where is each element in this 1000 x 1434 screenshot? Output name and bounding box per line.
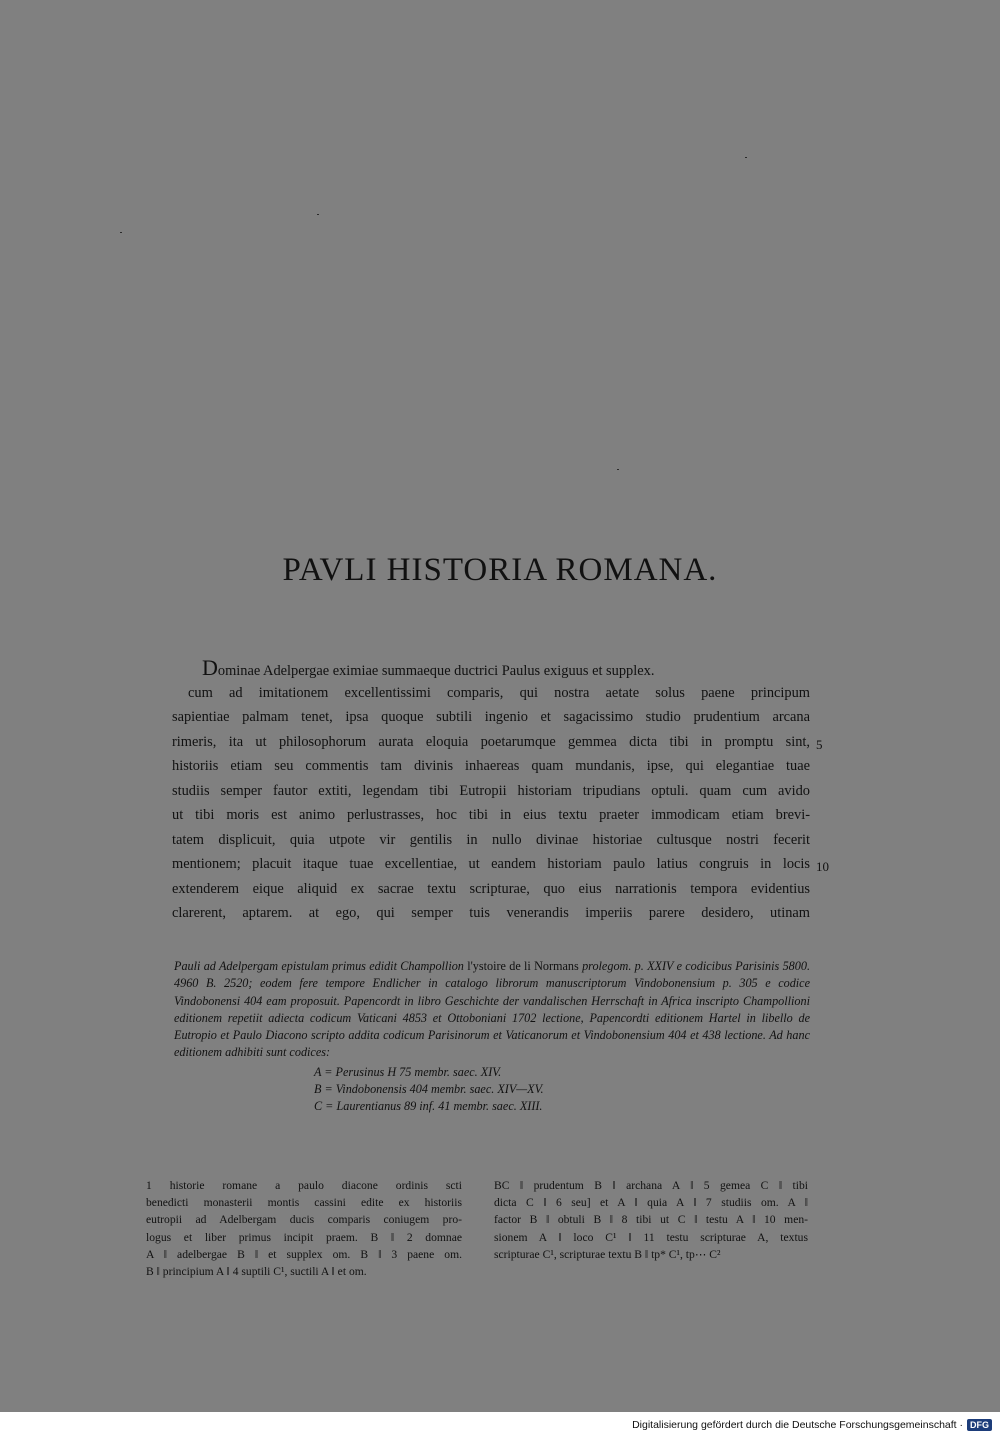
text-line: tatem displicuit, quia utpote vir gentilis in nullo divinae historiae cultusque nostri fecerit	[172, 831, 810, 848]
apparatus-line: benedicti monasterii montis cassini edite ex historiis	[146, 1196, 462, 1210]
initial-letter: D	[202, 655, 218, 680]
line-text: ominae Adelpergae eximiae summaeque ductrici Paulus exiguus et supplex.	[217, 663, 655, 679]
siglum: C = Laurentianus 89 inf. 41 membr. saec. XIII.	[314, 1099, 543, 1114]
text-line: extenderem eique aliquid ex sacrae textu scripturae, quo eius narrationis tempora evidentius	[172, 880, 810, 897]
dfg-logo[interactable]: DFG	[967, 1419, 992, 1431]
funding-footer	[632, 1418, 992, 1432]
funding-text: Digitalisierung gefördert durch die Deutsche Forschungsgemeinschaft ·	[632, 1419, 963, 1431]
siglum: A = Perusinus H 75 membr. saec. XIV.	[314, 1064, 502, 1079]
apparatus-right-column	[494, 1177, 808, 1263]
line-number-10: 10	[816, 859, 829, 874]
apparatus-line: 1 historie romane a paulo diacone ordinis scti	[146, 1179, 462, 1192]
note-paragraph	[174, 958, 810, 1062]
siglum: B = Vindobonensis 404 membr. saec. XIV—XV.	[314, 1082, 544, 1097]
text-line: studiis semper fautor extiti, legendam tibi Eutropii historiam tripudians optuli. quam cum avido	[172, 782, 810, 799]
apparatus-line: eutropii ad Adelbergam ducis comparis coniugem pro-	[146, 1213, 462, 1227]
apparatus-line: sionem A ‖ loco C¹ ‖ 11 testu scripturae A, textus	[494, 1230, 808, 1244]
text-line: sapientiae palmam tenet, ipsa quoque subtili ingenio et sagacissimo studio prudentium arcana	[172, 709, 810, 725]
page-title: PAVLI HISTORIA ROMANA.	[282, 552, 718, 588]
apparatus-line: scripturae C¹, scripturae textu B ‖ tp* C¹, tp⋯ C²	[494, 1247, 721, 1261]
scan-speck	[745, 157, 747, 158]
editorial-note	[174, 958, 810, 1116]
text-line: rimeris, ita ut philosophorum aurata eloquia poetarumque gemmea dicta tibi in promptu sint,	[172, 733, 810, 750]
apparatus-line: A ‖ adelbergae B ‖ et supplex om. B ‖ 3 paene om.	[146, 1247, 462, 1261]
text-line: cum ad imitationem excellentissimi comparis, qui nostra aetate solus paene principum	[188, 684, 810, 701]
note-part: Pauli ad Adelpergam epistulam primus edidit Champollion	[174, 959, 468, 973]
apparatus-line: B ‖ principium A ‖ 4 suptili C¹, suctili A ‖ et om.	[146, 1265, 367, 1279]
scan-speck	[317, 214, 319, 215]
note-roman-title: l'ystoire de li Normans	[467, 959, 579, 973]
text-line: historiis etiam seu commentis tam divinis inhaereas quam mundanis, ipse, qui elegantiae tuae	[172, 758, 810, 774]
main-text	[172, 656, 810, 926]
apparatus-line: dicta C ‖ 6 seu] et A ‖ quia A ‖ 7 studiis om. A ‖	[494, 1196, 808, 1210]
apparatus-left-column	[146, 1177, 462, 1280]
text-line: clarerent, aptarem. at ego, qui semper tuis venerandis imperiis parere desidero, utinam	[172, 905, 810, 921]
note-part: prolegom. p. XXIV e codicibus Parisinis 5800. 4960 B. 2520; eodem fere tempore Endlicher in catalogo librorum manuscriptorum Vindobonensium p. 305 e codice Vindobonensi 404 eam proposuit. Papencordt in libro Geschichte der vandalischen Herrschaft in Africa inscripto Champollioni editionem repetiit adiecta codicum Vaticani 4853 et Ottoboniani 1702 lectione, Papencordti editionem Hartel in libello de Eutropio et Paulo Diacono scripto addita codicum Parisinorum et Vaticanorum et Vindobonensium 404 et 438 lectione. Ad hanc editionem adhibiti sunt codices:	[174, 959, 810, 1060]
sigla-list	[314, 1064, 810, 1116]
line-number-5: 5	[816, 737, 823, 752]
text-line	[172, 656, 810, 681]
apparatus-line: factor B ‖ obtuli B ‖ 8 tibi ut C ‖ testu A ‖ 10 men-	[494, 1213, 808, 1227]
scan-speck	[617, 469, 619, 470]
apparatus-line: BC ‖ prudentum B ‖ archana A ‖ 5 gemea C ‖ tibi	[494, 1179, 808, 1192]
text-line: mentionem; placuit itaque tuae excellentiae, ut eandem historiam paulo latius congruis in locis	[172, 856, 810, 872]
text-line: ut tibi moris est animo perlustrasses, hoc tibi in eius textu praeter immodicam etiam brevi-	[172, 807, 810, 823]
apparatus-line: logus et liber primus incipit praem. B ‖ 2 domnae	[146, 1230, 462, 1244]
scan-speck	[120, 232, 122, 233]
